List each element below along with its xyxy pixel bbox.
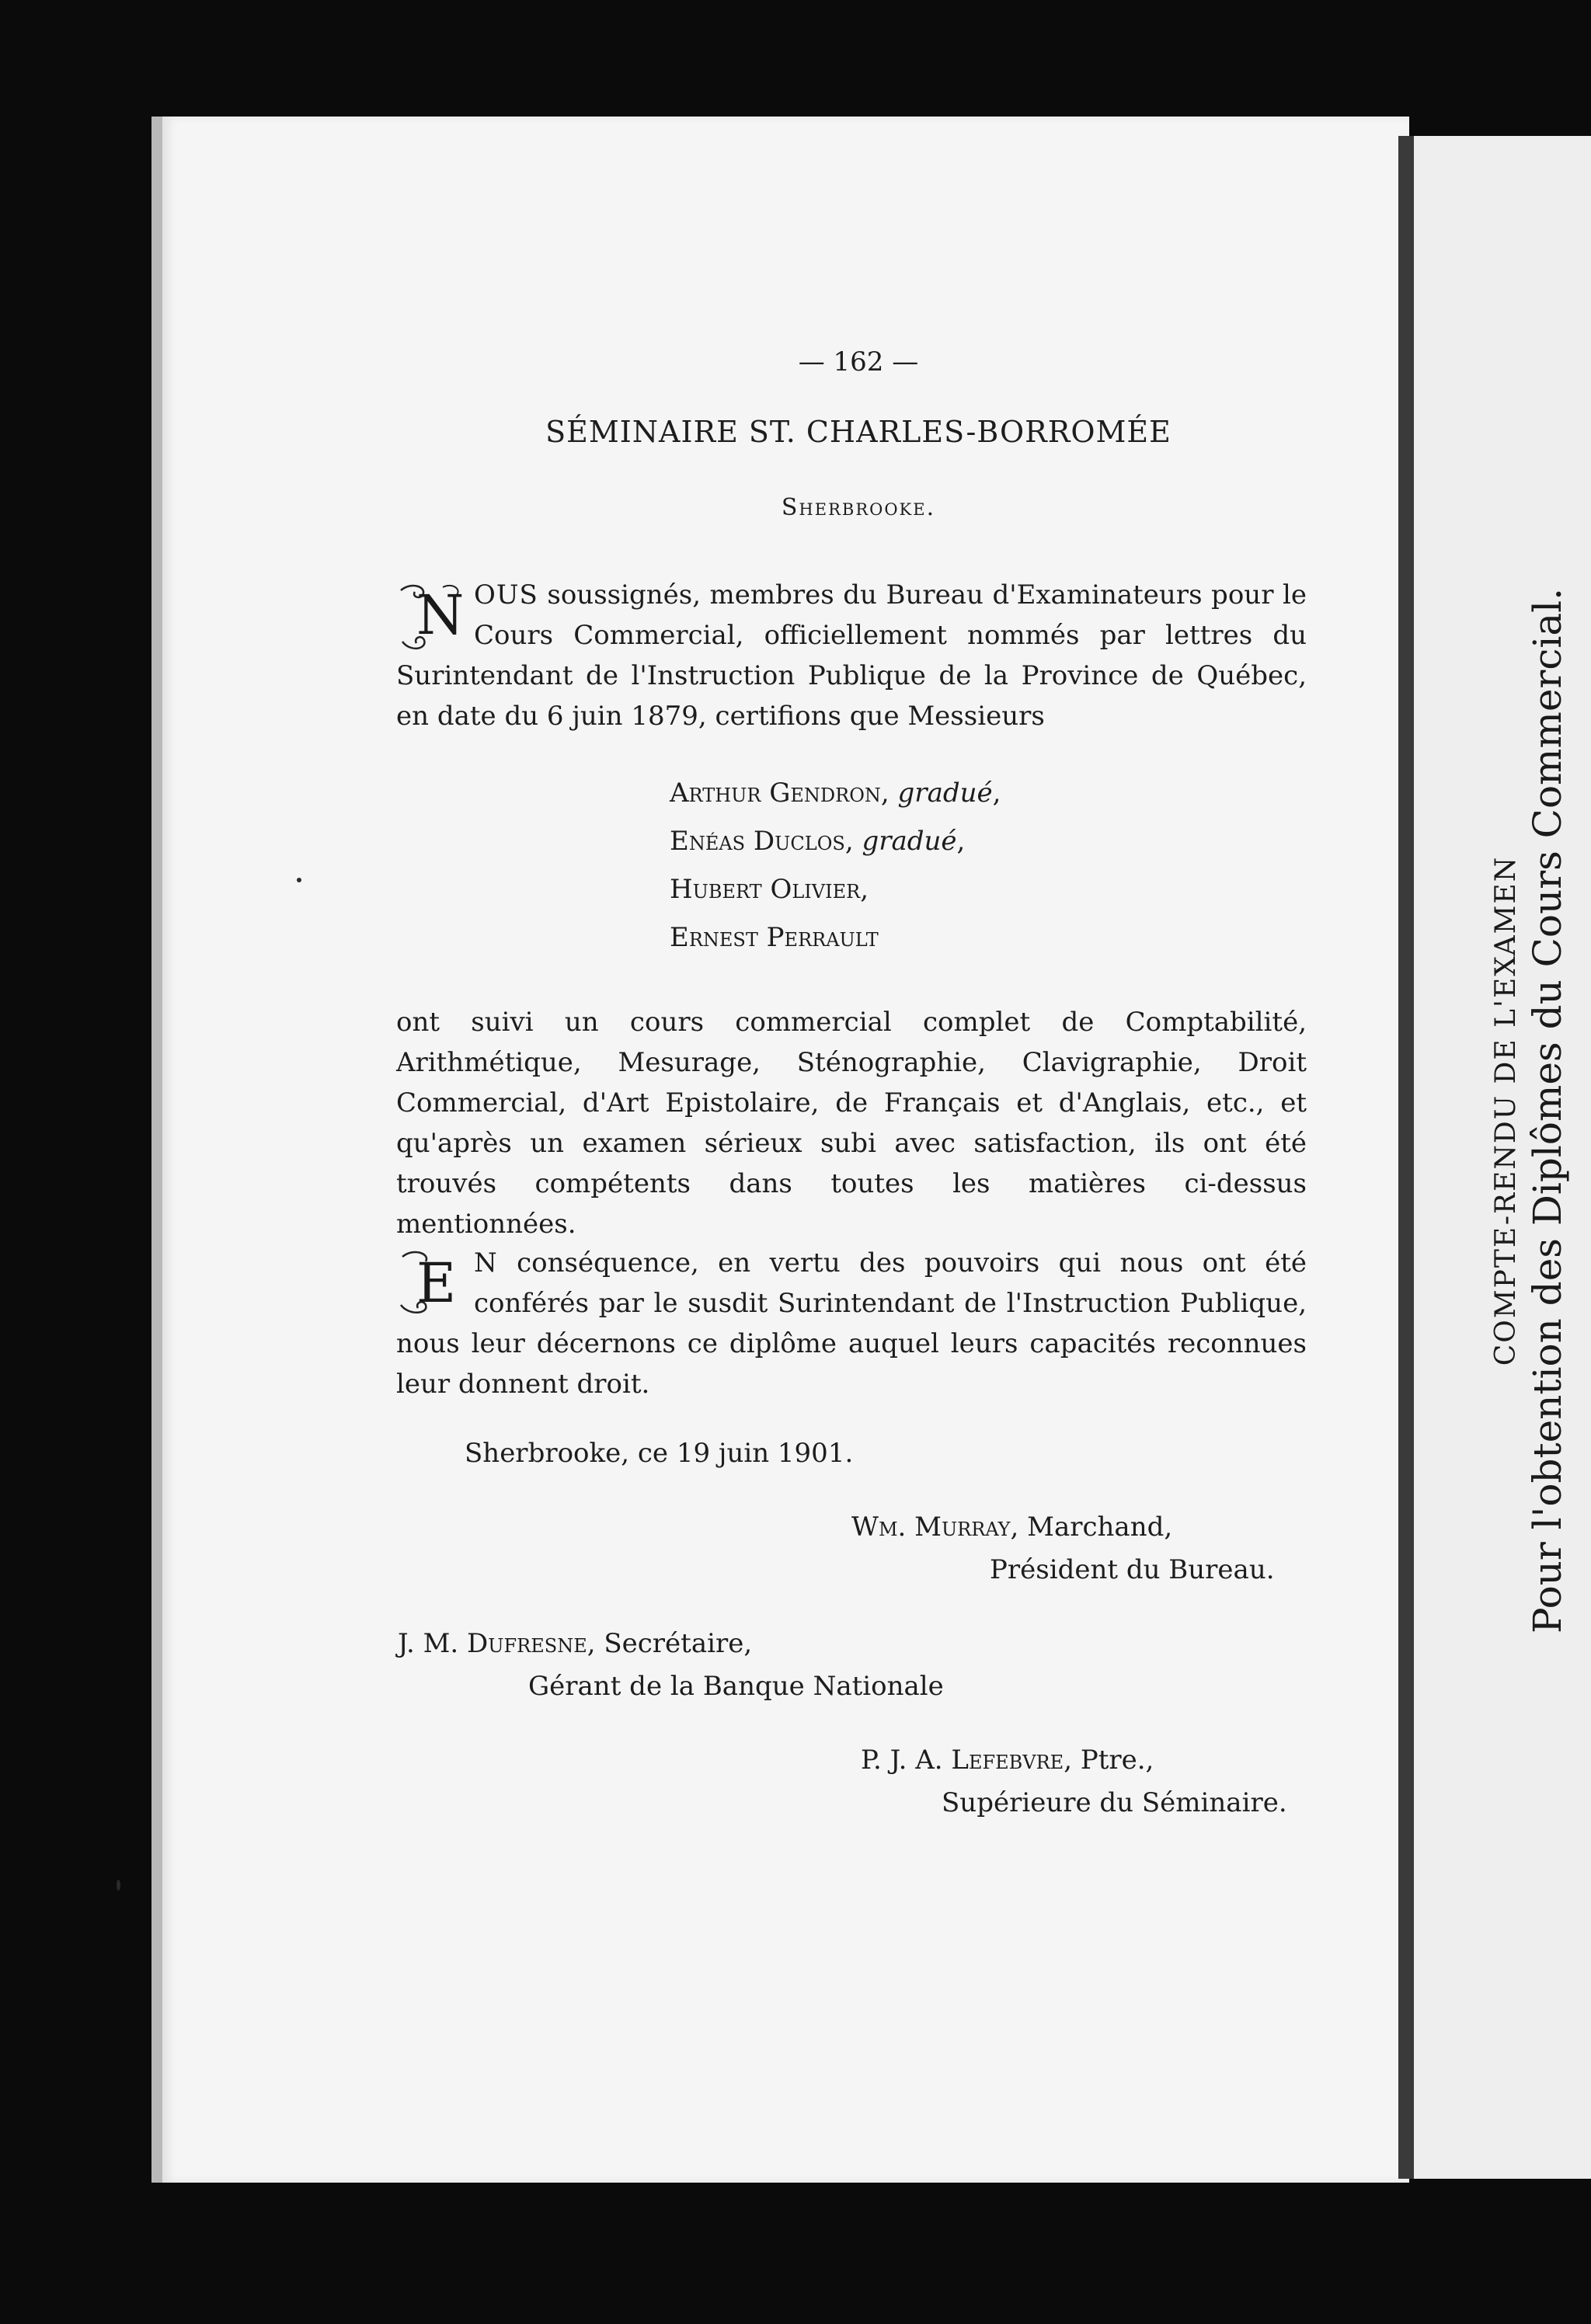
paragraph-courses: ont suivi un cours commercial complet de Comptabilité, Arithmétique, Mesurage, Sténographie, Clavigraphie, Droit Commercial, d'Art Epistolaire, de Français et d'Anglais, etc., et qu'après un examen sérieux subi avec satisfaction, ils ont été trouvés compétents dans toutes les matières ci-dessus mentionnées. [396, 1007, 1307, 1240]
graduates-list [670, 769, 1001, 962]
paragraph-text: conséquence, en vertu des pouvoirs qui nous ont été conférés par le susdit Surintendant de l'Instruction Publique, nous leur décernons ce diplôme auquel leurs capacités reconnues leur donnent droit. [396, 1247, 1307, 1400]
initial-letter: E [416, 1251, 457, 1315]
ink-mark [297, 878, 301, 882]
list-item: Enéas Duclos, gradué, [670, 826, 966, 857]
paragraph-text: soussignés, membres du Bureau d'Examinateurs pour le Cours Commercial, officiellement nommés par lettres du Surintendant de l'Instruction Publique de la Province de Québec, en date du 6 juin 1879, certifions que Messieurs [396, 579, 1307, 732]
paragraph-conferral [396, 1243, 1307, 1404]
graduate-name: Enéas Duclos [670, 826, 845, 857]
signatory-role: , Ptre., [1064, 1745, 1154, 1776]
graduate-name: Ernest Perrault [670, 922, 879, 953]
paragraph-lead: OUS [474, 579, 538, 611]
place-date: Sherbrooke, ce 19 juin 1901. [465, 1438, 854, 1469]
paragraph-lead: N [474, 1247, 498, 1279]
signature-dufresne-title: Gérant de la Banque Nationale [528, 1671, 944, 1702]
spine-line-1: COMPTE-RENDU DE L'EXAMEN [1490, 855, 1522, 1366]
ornamental-initial [396, 579, 465, 654]
graduate-note: gradué [862, 826, 957, 857]
signature-dufresne [398, 1623, 752, 1664]
page-number: — 162 — [798, 346, 919, 377]
signatory-role: , Secrétaire, [587, 1628, 753, 1659]
ornamental-initial [396, 1247, 465, 1317]
page-title: SÉMINAIRE ST. CHARLES-BORROMÉE [545, 415, 1171, 449]
list-item [670, 913, 1001, 962]
graduate-note: gradué [897, 778, 993, 809]
signature-lefebvre-title: Supérieure du Séminaire. [942, 1787, 1287, 1818]
paragraph-certification [396, 575, 1307, 736]
page-subtitle: Sherbrooke. [781, 494, 936, 521]
signatory-name: J. M. Dufresne [398, 1628, 587, 1659]
graduate-name: Hubert Olivier [670, 874, 861, 905]
signatory-role: , Marchand, [1010, 1512, 1173, 1543]
signature-murray [851, 1507, 1172, 1547]
ink-mark [117, 1880, 120, 1891]
signature-murray-title: Président du Bureau. [990, 1554, 1275, 1585]
signatory-name: P. J. A. Lefebvre [861, 1745, 1064, 1776]
initial-letter: N [416, 583, 465, 647]
signatory-name: Wm. Murray [851, 1512, 1011, 1543]
list-item: Hubert Olivier, [670, 874, 869, 905]
graduate-name: Arthur Gendron [670, 778, 881, 809]
spine-title [1490, 443, 1570, 1779]
list-item: Arthur Gendron, gradué, [670, 778, 1001, 809]
spine-line-2: Pour l'obtention des Diplômes du Cours Commercial. [1525, 587, 1570, 1634]
signature-lefebvre [861, 1740, 1154, 1780]
